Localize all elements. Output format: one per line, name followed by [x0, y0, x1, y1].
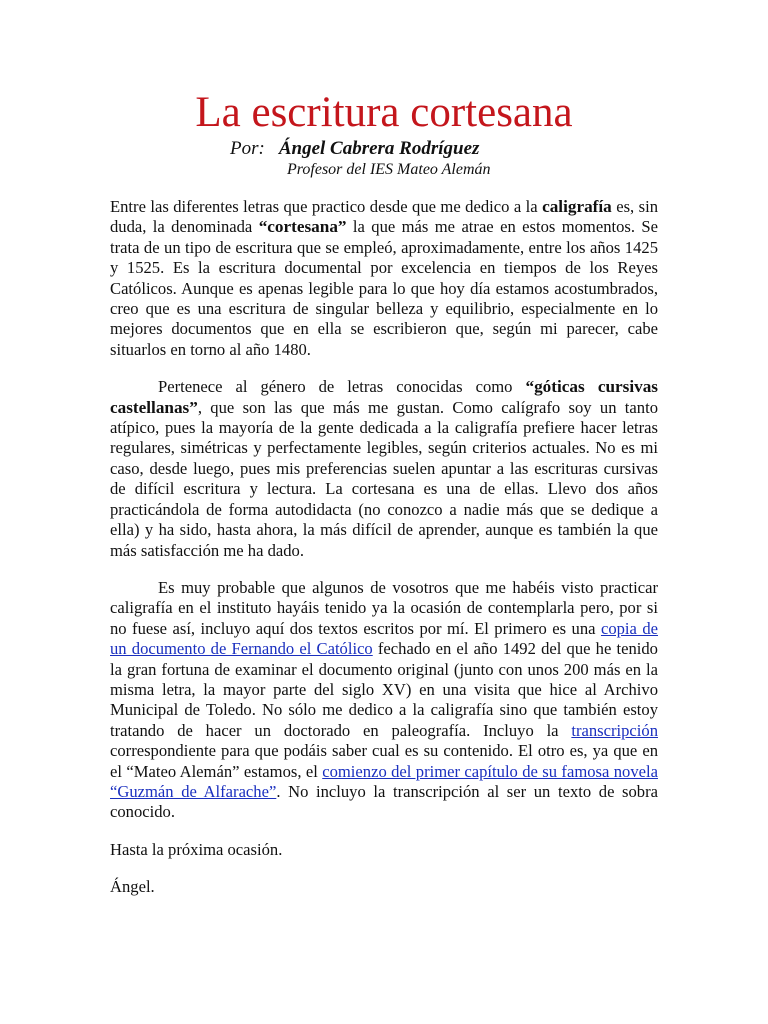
- link-transcripcion[interactable]: transcripción: [571, 720, 658, 740]
- keyword-caligrafia: caligrafía: [542, 197, 612, 216]
- paragraph-text: Pertenece al género de letras conocidas como: [158, 377, 526, 397]
- byline-prefix: Por:: [230, 138, 265, 159]
- paragraph-text: , que son las que más me gustan. Como calígrafo soy un tanto atípico, pues la mayoría de la gente dedicada a la caligrafía prefiere hacer letras regulares, simétricas y perfectamente legibles, según criterios actuales. No es mi caso, desde luego, pues mis preferencias suelen apuntar a las escrituras cursivas de difícil escritura y lectura. La cortesana es una de ellas. Llevo dos años practicándola de forma autodidacta (no conozco a nadie más que se dedique a ella) y ha sido, hasta ahora, la más difícil de aprender, aunque es también la que más satisfacción me ha dado.: [110, 397, 658, 560]
- paragraph-text: la que más me atrae en estos momentos. Se trata de un tipo de escritura que se empleó, aproximadamente, entre los años 1425 y 1525. Es la escritura documental por excelencia en tiempos de los Reyes Católicos. Aunque es apenas legible para lo que hoy día estamos acostumbrados, creo que es una escritura de singular belleza y equilibrio, especialmente en lo mejores documentos que en ella se escribieron que, según mi parecer, cabe situarlos en torno al año 1480.: [110, 217, 658, 359]
- page-title: La escritura cortesana: [195, 89, 573, 136]
- link-copia-documento[interactable]: copia de un documento de Fernando el Católico: [110, 618, 658, 659]
- article-body: [110, 197, 658, 915]
- author-name: Ángel Cabrera Rodríguez: [278, 138, 480, 159]
- paragraph-text: es, sin duda, la denominada: [110, 197, 658, 237]
- author-affiliation: Profesor del IES Mateo Alemán: [287, 161, 491, 178]
- closing-line: Hasta la próxima ocasión.: [110, 839, 283, 859]
- paragraph-1: [110, 197, 658, 360]
- paragraph-2: [110, 377, 658, 561]
- paragraph-text: Entre las diferentes letras que practico desde que me dedico a la: [110, 197, 543, 216]
- byline: [230, 138, 479, 160]
- paragraph-text: fechado en el año 1492 del que he tenido la gran fortuna de examinar el documento original (junto con unos 200 más en la misma letra, la mayor parte del siglo XV) en una visita que hice al Archivo Municipal de Toledo. No sólo me dedico a la caligrafía sino que también estoy tratando de hacer un doctorado en paleografía. Incluyo la: [110, 639, 658, 740]
- paragraph-text: correspondiente para que podáis saber cual es su contenido. El otro es, ya que en el “Mateo Alemán” estamos, el: [110, 741, 658, 781]
- keyword-cortesana: “cortesana”: [258, 217, 347, 237]
- paragraph-text: Es muy probable que algunos de vosotros que me habéis visto practicar caligrafía en el instituto hayáis tenido ya la ocasión de contemplarla pero, por si no fuese así, incluyo aquí dos textos escritos por mí. El primero es una: [110, 577, 658, 638]
- keyword-goticas-cursivas: “góticas cursivas castellanas”: [110, 377, 658, 417]
- paragraph-3: [110, 578, 658, 823]
- signature: Ángel.: [110, 877, 155, 897]
- paragraph-text: . No incluyo la transcripción al ser un texto de sobra conocido.: [110, 781, 658, 822]
- link-guzman-de-alfarache[interactable]: comienzo del primer capítulo de su famosa novela “Guzmán de Alfarache”: [110, 761, 658, 801]
